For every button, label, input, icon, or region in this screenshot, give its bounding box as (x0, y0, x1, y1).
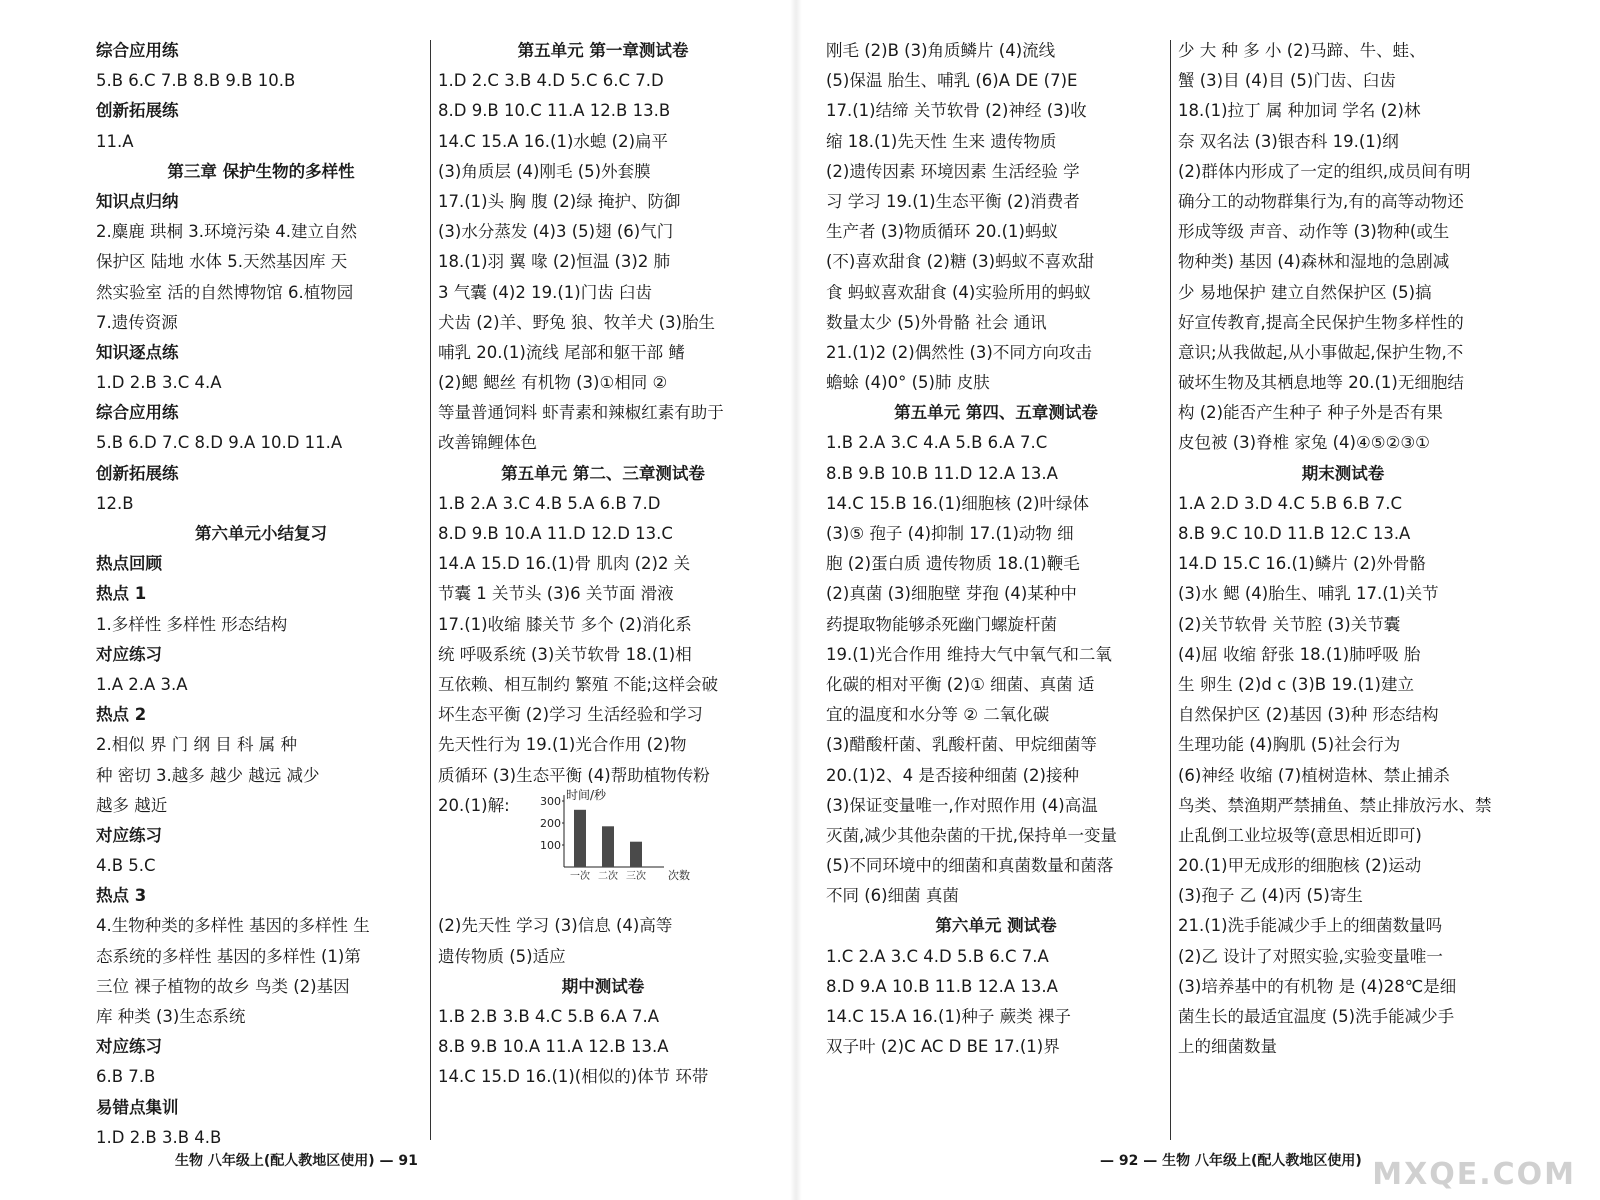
answer-line: 20.(1)2、4 是否接种细菌 (2)接种 (826, 765, 1079, 785)
answer-column-3 (826, 36, 1166, 1062)
answer-line: 意识;从我做起,从小事做起,保护生物,不 (1178, 342, 1464, 362)
answer-line: (2)乙 设计了对照实验,实验变量唯一 (1178, 946, 1443, 966)
answer-line: 数量太少 (5)外骨骼 社会 通讯 (826, 312, 1047, 332)
answer-line: 14.C 15.A 16.(1)水螅 (2)扁平 (438, 131, 669, 151)
answer-line: (不)喜欢甜食 (2)糖 (3)蚂蚁不喜欢甜 (826, 252, 1095, 272)
answer-line: 8.D 9.A 10.B 11.B 12.A 13.A (826, 976, 1058, 996)
answer-line: (2)先天性 学习 (3)信息 (4)高等 (438, 916, 673, 936)
answer-line: 库 种类 (3)生态系统 (96, 1007, 246, 1026)
answer-line: 17.(1)收缩 膝关节 多个 (2)消化系 (438, 614, 692, 634)
answer-line: 奈 双名法 (3)银杏科 19.(1)纲 (1178, 131, 1399, 151)
answer-line: 1.B 2.A 3.C 4.A 5.B 6.A 7.C (826, 433, 1048, 453)
answer-line: 质循环 (3)生态平衡 (4)帮助植物传粉 (438, 765, 710, 785)
answer-line: 4.B 5.C (96, 856, 156, 876)
section-heading: 对应练习 (96, 644, 162, 664)
answer-line: (2)群体内形成了一定的组织,成员间有明 (1178, 161, 1471, 181)
section-heading: 第五单元 第一章测试卷 (517, 41, 689, 60)
answer-line: 1.A 2.D 3.D 4.C 5.B 6.B 7.C (1178, 493, 1403, 513)
answer-line: 破坏生物及其栖息地等 20.(1)无细胞结 (1178, 373, 1464, 393)
answer-line: 21.(1)2 (2)偶然性 (3)不同方向攻击 (826, 342, 1092, 362)
section-heading: 第六单元 测试卷 (935, 916, 1057, 936)
section-heading: 对应练习 (96, 825, 162, 845)
bar (602, 826, 614, 867)
answer-line: 种 密切 3.越多 越少 越远 减少 (96, 765, 320, 785)
answer-line: 好宣传教育,提高全民保护生物多样性的 (1178, 312, 1464, 332)
answer-line: 胞 (2)蛋白质 遗传物质 18.(1)鞭毛 (826, 554, 1080, 574)
answer-line: (2)关节软骨 关节腔 (3)关节囊 (1178, 614, 1401, 634)
answer-line: 21.(1)洗手能减少手上的细菌数量吗 (1178, 916, 1443, 936)
answer-line: 鸟类、禁渔期严禁捕鱼、禁止排放污水、禁 (1178, 795, 1492, 815)
y-tick-label: 100 (540, 838, 561, 852)
answer-line: 宜的温度和水分等 ② 二氧化碳 (826, 705, 1050, 725)
answer-line: 哺乳 20.(1)流线 尾部和躯干部 鳍 (438, 342, 685, 362)
answer-line: 药提取物能够杀死幽门螺旋杆菌 (826, 614, 1057, 634)
section-heading: 知识逐点练 (96, 342, 179, 362)
answer-line: 形成等级 声音、动作等 (3)物种(或生 (1178, 222, 1450, 242)
answer-line: 自然保护区 (2)基因 (3)种 形态结构 (1178, 705, 1439, 725)
answer-line: 1.B 2.B 3.B 4.C 5.B 6.A 7.A (438, 1007, 660, 1026)
answer-line: 1.D 2.C 3.B 4.D 5.C 6.C 7.D (438, 71, 664, 91)
x-axis-label: 次数 (668, 868, 690, 882)
answer-line: (3)保证变量唯一,作对照作用 (4)高温 (826, 795, 1098, 815)
x-tick-label: 三次 (626, 870, 646, 882)
answer-line: 8.B 9.B 10.A 11.A 12.B 13.A (438, 1037, 669, 1057)
answer-line: 14.A 15.D 16.(1)骨 肌肉 (2)2 关 (438, 554, 691, 574)
answer-line: 8.D 9.B 10.C 11.A 12.B 13.B (438, 101, 671, 121)
column-divider (430, 40, 431, 1140)
answer-line: 1.多样性 多样性 形态结构 (96, 614, 288, 634)
answer-column-4 (1178, 36, 1508, 1062)
answer-line: 统 呼吸系统 (3)关节软骨 18.(1)相 (438, 644, 692, 664)
answer-line: 态系统的多样性 基因的多样性 (1)第 (96, 946, 361, 966)
answer-column-1 (96, 36, 426, 1153)
answer-line: (2)真菌 (3)细胞壁 芽孢 (4)某种中 (826, 584, 1077, 604)
answer-line: 5.B 6.D 7.C 8.D 9.A 10.D 11.A (96, 433, 343, 453)
answer-line: 2.相似 界 门 纲 目 科 属 种 (96, 735, 297, 755)
answer-line: (3)水 鳃 (4)胎生、哺乳 17.(1)关节 (1178, 584, 1439, 604)
answer-line: (2)鳃 鳃丝 有机物 (3)①相同 ② (438, 373, 668, 393)
answer-line: 构 (2)能否产生种子 种子外是否有果 (1178, 403, 1443, 423)
answer-line: 节囊 1 关节头 (3)6 关节面 滑液 (438, 584, 674, 604)
answer-line: 化碳的相对平衡 (2)① 细菌、真菌 适 (826, 674, 1095, 694)
answer-line: 等量普通饲料 虾青素和辣椒红素有助于 (438, 403, 724, 423)
answer-line: 双子叶 (2)C AC D BE 17.(1)界 (826, 1037, 1060, 1057)
answer-line: 缩 18.(1)先天性 生来 遗传物质 (826, 131, 1057, 151)
bar (630, 841, 642, 866)
answer-line: 20.(1)甲无成形的细胞核 (2)运动 (1178, 856, 1422, 876)
answer-line: 菌生长的最适宜温度 (5)洗手能减少手 (1178, 1007, 1455, 1026)
column-divider (1170, 40, 1171, 1140)
section-heading: 第五单元 第四、五章测试卷 (894, 403, 1098, 423)
answer-line: 14.C 15.A 16.(1)种子 蕨类 裸子 (826, 1007, 1071, 1026)
section-heading: 易错点集训 (96, 1097, 179, 1117)
answer-column-2 (438, 36, 768, 1093)
answer-line: 少 大 种 多 小 (2)马蹄、牛、蛙、 (1178, 41, 1426, 60)
answer-line: 食 蚂蚁喜欢甜食 (4)实验所用的蚂蚁 (826, 282, 1091, 302)
answer-line: (3)培养基中的有机物 是 (4)28℃是细 (1178, 976, 1457, 996)
answer-line: 8.B 9.B 10.B 11.D 12.A 13.A (826, 463, 1058, 483)
answer-line: 2.麋鹿 珙桐 3.环境污染 4.建立自然 (96, 222, 357, 242)
section-heading: 综合应用练 (96, 41, 179, 60)
answer-line: 灭菌,减少其他杂菌的干扰,保持单一变量 (826, 825, 1117, 845)
answer-line: (3)水分蒸发 (4)3 (5)翅 (6)气门 (438, 222, 674, 242)
answer-line: 14.C 15.D 16.(1)(相似的)体节 环带 (438, 1067, 709, 1087)
footer-right: — 92 — 生物 八年级上(配人教地区使用) (1100, 1153, 1362, 1169)
answer-line: 17.(1)结缔 关节软骨 (2)神经 (3)收 (826, 101, 1087, 121)
answer-line: 17.(1)头 胸 腹 (2)绿 掩护、防御 (438, 191, 681, 211)
answer-line: (3)⑤ 孢子 (4)抑制 17.(1)动物 细 (826, 524, 1074, 543)
section-heading: 知识点归纳 (96, 191, 179, 211)
section-heading: 热点 3 (96, 886, 147, 906)
section-heading: 热点回顾 (96, 554, 162, 574)
answer-line: 上的细菌数量 (1178, 1037, 1277, 1057)
y-tick-label: 200 (540, 816, 561, 830)
section-heading: 热点 1 (96, 584, 147, 604)
answer-line: 生 卵生 (2)d c (3)B 19.(1)建立 (1178, 674, 1414, 694)
section-heading: 创新拓展练 (96, 101, 179, 121)
answer-line: 习 学习 19.(1)生态平衡 (2)消费者 (826, 191, 1080, 211)
answer-line: 生产者 (3)物质循环 20.(1)蚂蚁 (826, 222, 1058, 242)
answer-line: 19.(1)光合作用 维持大气中氧气和二氧 (826, 644, 1112, 664)
answer-line: 刚毛 (2)B (3)角质鳞片 (4)流线 (826, 41, 1056, 60)
answer-line: 确分工的动物群集行为,有的高等动物还 (1178, 191, 1464, 211)
answer-line: 1.D 2.B 3.B 4.B (96, 1127, 222, 1147)
answer-line: 6.B 7.B (96, 1067, 156, 1087)
answer-line: (6)神经 收缩 (7)植树造林、禁止捕杀 (1178, 765, 1450, 785)
answer-line: 蟾蜍 (4)0° (5)肺 皮肤 (826, 373, 990, 393)
answer-line: 4.生物种类的多样性 基因的多样性 生 (96, 916, 370, 936)
answer-line: 不同 (6)细菌 真菌 (826, 886, 959, 906)
section-heading: 对应练习 (96, 1037, 162, 1057)
answer-line: 三位 裸子植物的故乡 鸟类 (2)基因 (96, 976, 350, 996)
answer-line: (4)屈 收缩 舒张 18.(1)肺呼吸 胎 (1178, 644, 1421, 664)
bar-chart (526, 787, 690, 907)
answer-line: 止乱倒工业垃圾等(意思相近即可) (1178, 825, 1422, 845)
answer-line: 11.A (96, 131, 134, 151)
answer-line: 改善锦鲤体色 (438, 433, 537, 453)
section-heading: 期末测试卷 (1301, 463, 1385, 483)
answer-line: (3)醋酸杆菌、乳酸杆菌、甲烷细菌等 (826, 735, 1097, 755)
answer-line: 1.C 2.A 3.C 4.D 5.B 6.C 7.A (826, 946, 1049, 966)
section-heading: 期中测试卷 (561, 976, 645, 996)
answer-line: 皮包被 (3)脊椎 家兔 (4)④⑤②③① (1178, 433, 1430, 453)
answer-line: 遗传物质 (5)适应 (438, 946, 566, 966)
page-gutter (790, 0, 802, 1200)
answer-line: 1.B 2.A 3.C 4.B 5.A 6.B 7.D (438, 493, 661, 513)
answer-line: (3)孢子 乙 (4)丙 (5)寄生 (1178, 886, 1363, 906)
answer-line: (5)不同环境中的细菌和真菌数量和菌落 (826, 856, 1114, 876)
answer-line: (5)保温 胎生、哺乳 (6)A DE (7)E (826, 71, 1078, 91)
section-heading: 综合应用练 (96, 403, 179, 423)
answer-line: 18.(1)拉丁 属 种加词 学名 (2)林 (1178, 101, 1421, 121)
answer-line: 坏生态平衡 (2)学习 生活经验和学习 (438, 705, 703, 725)
answer-line: 18.(1)羽 翼 喙 (2)恒温 (3)2 肺 (438, 252, 671, 272)
section-heading: 第六单元小结复习 (195, 524, 327, 543)
watermark: MXQE.COM (1372, 1157, 1576, 1192)
section-heading: 第五单元 第二、三章测试卷 (501, 463, 705, 483)
answer-line: 20.(1)解: 时间/秒 300 200 100 一次 二次 三次 次数 (438, 791, 768, 821)
answer-line: 互依赖、相互制约 繁殖 不能;这样会破 (438, 674, 719, 694)
answer-line: 保护区 陆地 水体 5.天然基因库 天 (96, 252, 348, 272)
y-tick-label: 300 (540, 794, 561, 808)
answer-line: 14.D 15.C 16.(1)鳞片 (2)外骨骼 (1178, 554, 1426, 574)
answer-line: 先天性行为 19.(1)光合作用 (2)物 (438, 735, 687, 755)
answer-line: (3)角质层 (4)刚毛 (5)外套膜 (438, 161, 651, 181)
x-tick-label: 一次 (570, 870, 590, 882)
answer-line: 3 气囊 (4)2 19.(1)门齿 臼齿 (438, 282, 652, 302)
answer-line: 越多 越近 (96, 795, 168, 815)
answer-line: 8.B 9.C 10.D 11.B 12.C 13.A (1178, 524, 1411, 543)
section-heading: 创新拓展练 (96, 463, 179, 483)
answer-line: 1.D 2.B 3.C 4.A (96, 373, 222, 393)
bar (574, 809, 586, 866)
answer-line: (2)遗传因素 环境因素 生活经验 学 (826, 161, 1080, 181)
section-heading: 热点 2 (96, 705, 147, 725)
answer-line: 1.A 2.A 3.A (96, 674, 188, 694)
answer-line: 少 易地保护 建立自然保护区 (5)搞 (1178, 282, 1432, 302)
x-tick-label: 二次 (598, 870, 618, 882)
footer-left: 生物 八年级上(配人教地区使用) — 91 (175, 1153, 418, 1169)
answer-line: 物种类) 基因 (4)森林和湿地的急剧减 (1178, 252, 1450, 272)
answer-line: 14.C 15.B 16.(1)细胞核 (2)叶绿体 (826, 493, 1090, 513)
section-heading: 第三章 保护生物的多样性 (167, 161, 355, 181)
answer-line: 5.B 6.C 7.B 8.B 9.B 10.B (96, 71, 296, 91)
answer-line: 蟹 (3)目 (4)目 (5)门齿、臼齿 (1178, 71, 1396, 91)
answer-line: 生理功能 (4)胸肌 (5)社会行为 (1178, 735, 1401, 755)
answer-line: 犬齿 (2)羊、野兔 狼、牧羊犬 (3)胎生 (438, 312, 715, 332)
answer-line: 7.遗传资源 (96, 312, 178, 332)
answer-line: 12.B (96, 493, 134, 513)
y-axis-label: 时间/秒 (566, 787, 607, 802)
answer-line: 然实验室 活的自然博物馆 6.植物园 (96, 282, 354, 302)
answer-line: 8.D 9.B 10.A 11.D 12.D 13.C (438, 524, 673, 543)
